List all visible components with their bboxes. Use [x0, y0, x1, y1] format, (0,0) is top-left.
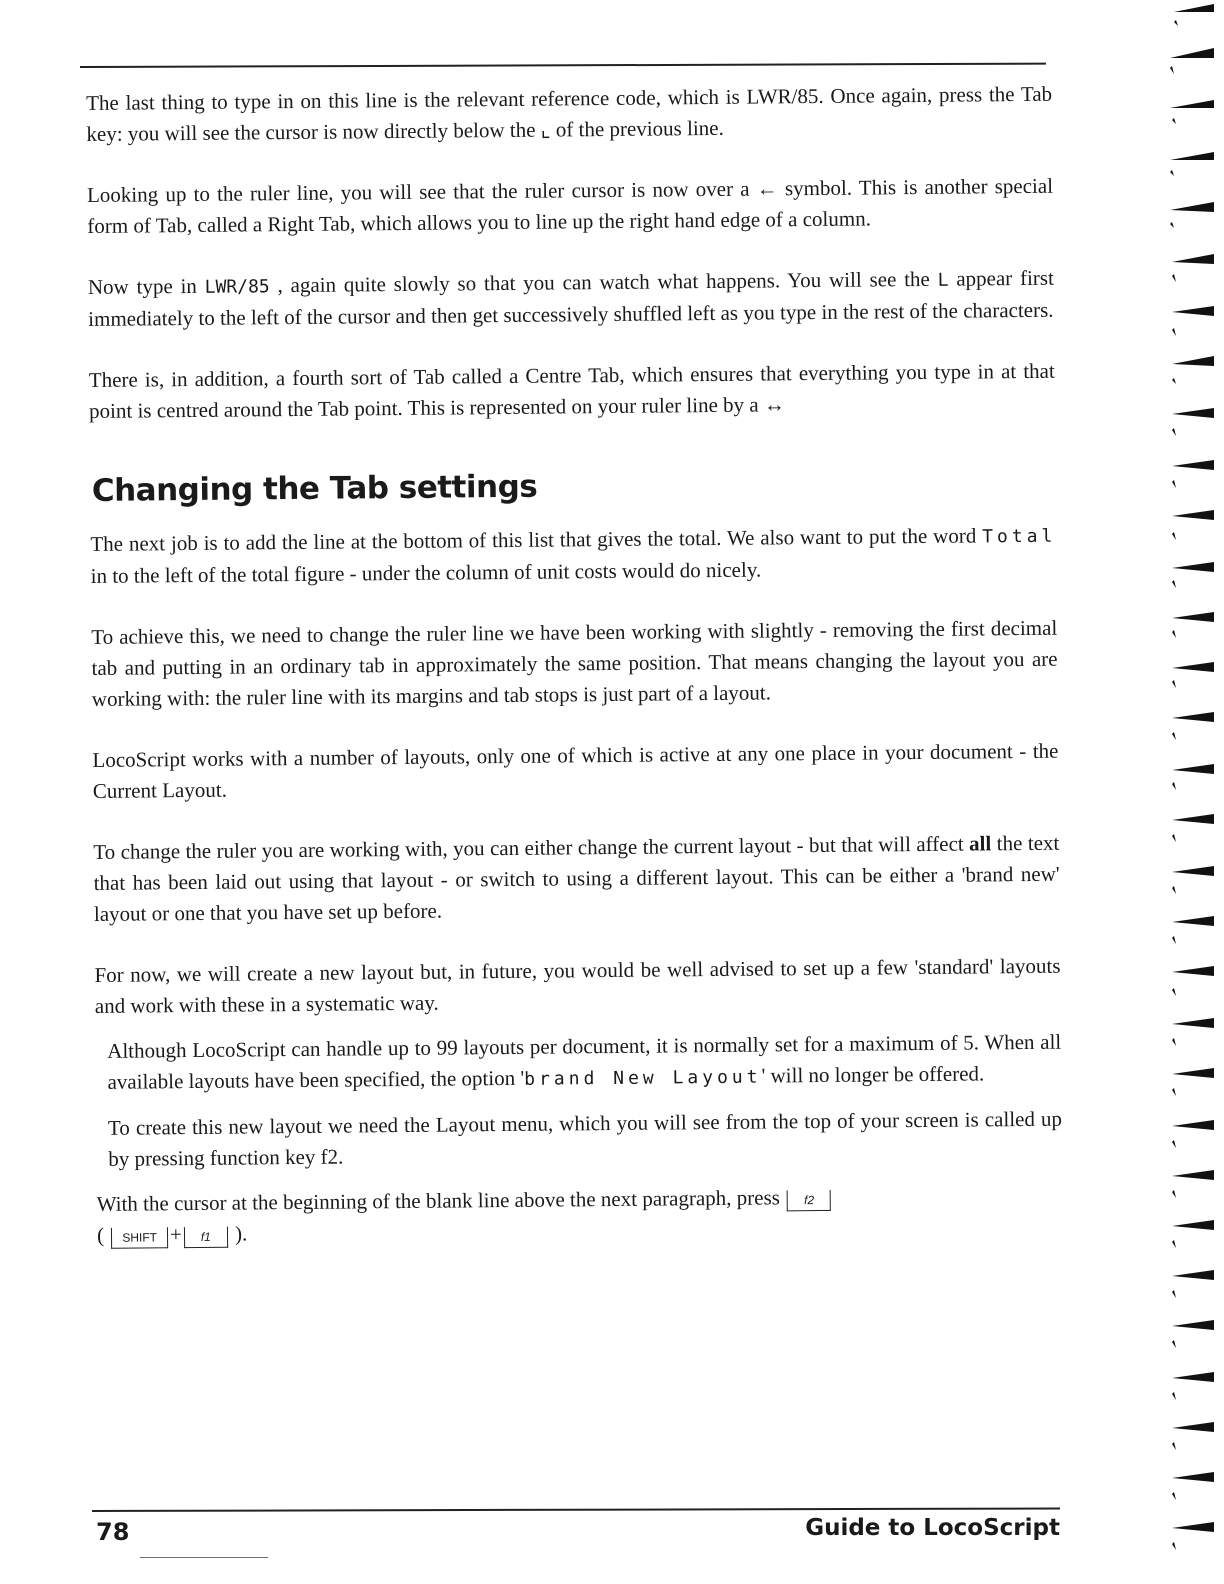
code-l: L — [937, 269, 949, 291]
paragraph-achieve: To achieve this, we need to change the ruler line we have been working with slightly - removing the first decimal tab and putting in an ordinary tab in approximately the same position. That means changing the layout you are working with: the ruler line with its margins and tab stops is just part of a layout. — [91, 615, 1058, 711]
paragraph-press-keys — [97, 1180, 1064, 1251]
section-heading: Changing the Tab settings — [91, 468, 538, 509]
p12-text-a: With the cursor at the beginning of the blank line above the next paragraph, press — [96, 1185, 786, 1216]
top-rule — [80, 63, 1046, 68]
paragraph-next-job — [90, 520, 1057, 592]
paragraph-reference-code: The last thing to type in on this line is the relevant reference code, which is LWR/85. Once again, press the Tab key: you will see the cursor is now directly below the ⌞ of the previous line. — [86, 81, 1053, 146]
p12-plus: + — [169, 1222, 182, 1247]
paragraph-layout-menu: To create this new layout we need the Layout menu, which you will see from the top of your screen is called up by pressing function key f2. — [107, 1106, 1063, 1171]
underline-mark — [140, 1557, 268, 1558]
body-text — [86, 79, 1063, 1265]
footer-rule — [92, 1507, 1060, 1511]
p12-close: ). — [229, 1221, 248, 1246]
footer-title: Guide to LocoScript — [805, 1515, 1060, 1541]
paragraph-type-in — [88, 263, 1055, 335]
p5-text-a: The next job is to add the line at the bottom of this list that gives the total. We also want to put the word — [90, 523, 983, 556]
paragraph-layouts: LocoScript works with a number of layouts, only one of which is active at any one place in your document - the Current Layout. — [92, 738, 1059, 803]
paragraph-change-ruler — [93, 828, 1060, 930]
page-number: 78 — [96, 1518, 130, 1546]
key-f1: f1 — [184, 1227, 228, 1248]
paragraph-centre-tab: There is, in addition, a fourth sort of Tab called a Centre Tab, which ensures that everything you type in at that point is centred around the Tab point. This is represented on your ruler line by a ↔ — [88, 358, 1055, 423]
p8-text-b: the text that has been laid out using that layout - or switch to using a different layout. This can be either a 'brand new' layout or one that you have set up before. — [93, 830, 1060, 926]
paragraph-right-tab: Looking up to the ruler line, you will see that the ruler cursor is now over a ← symbol. This is another special form of Tab, called a Right Tab, which allows you to line up the right hand edge of a column. — [86, 173, 1054, 238]
key-shift: SHIFT — [111, 1227, 168, 1249]
p8-text-a: To change the ruler you are working with, you can either change the current layout - but that will affect — [93, 831, 970, 864]
paragraph-99-layouts — [95, 1027, 1062, 1099]
spiral-binding-marks — [1134, 0, 1224, 1584]
p3-text-b: , again quite slowly so that you can watch what happens. You will see the — [269, 266, 938, 298]
paragraph-for-now: For now, we will create a new layout but, in future, you would be well advised to set up a few 'standard' layouts and work with these in a systematic way. — [94, 953, 1061, 1018]
p10-text-a: Although LocoScript can handle up to 99 layouts per document, it is normally set for a maximum of 5. When all available layouts have been specified, the option ' — [107, 1029, 1062, 1094]
p3-text-c: appear first immediately to the left of the cursor and then get successively shuffled left as you type in the rest of the characters. — [88, 265, 1054, 331]
p3-text-a: Now type in — [87, 273, 205, 299]
code-total: Total — [982, 525, 1057, 548]
code-lwr85: LWR/85 — [204, 276, 270, 298]
p10-text-b: ' will no longer be offered. — [761, 1061, 985, 1088]
p12-open: ( — [96, 1222, 110, 1247]
key-f2: f2 — [787, 1190, 831, 1211]
emphasis-all: all — [968, 831, 992, 856]
code-brand-new-layout: brand New Layout — [524, 1066, 762, 1090]
p5-text-b: in to the left of the total figure - under the column of unit costs would do nicely. — [90, 557, 762, 588]
